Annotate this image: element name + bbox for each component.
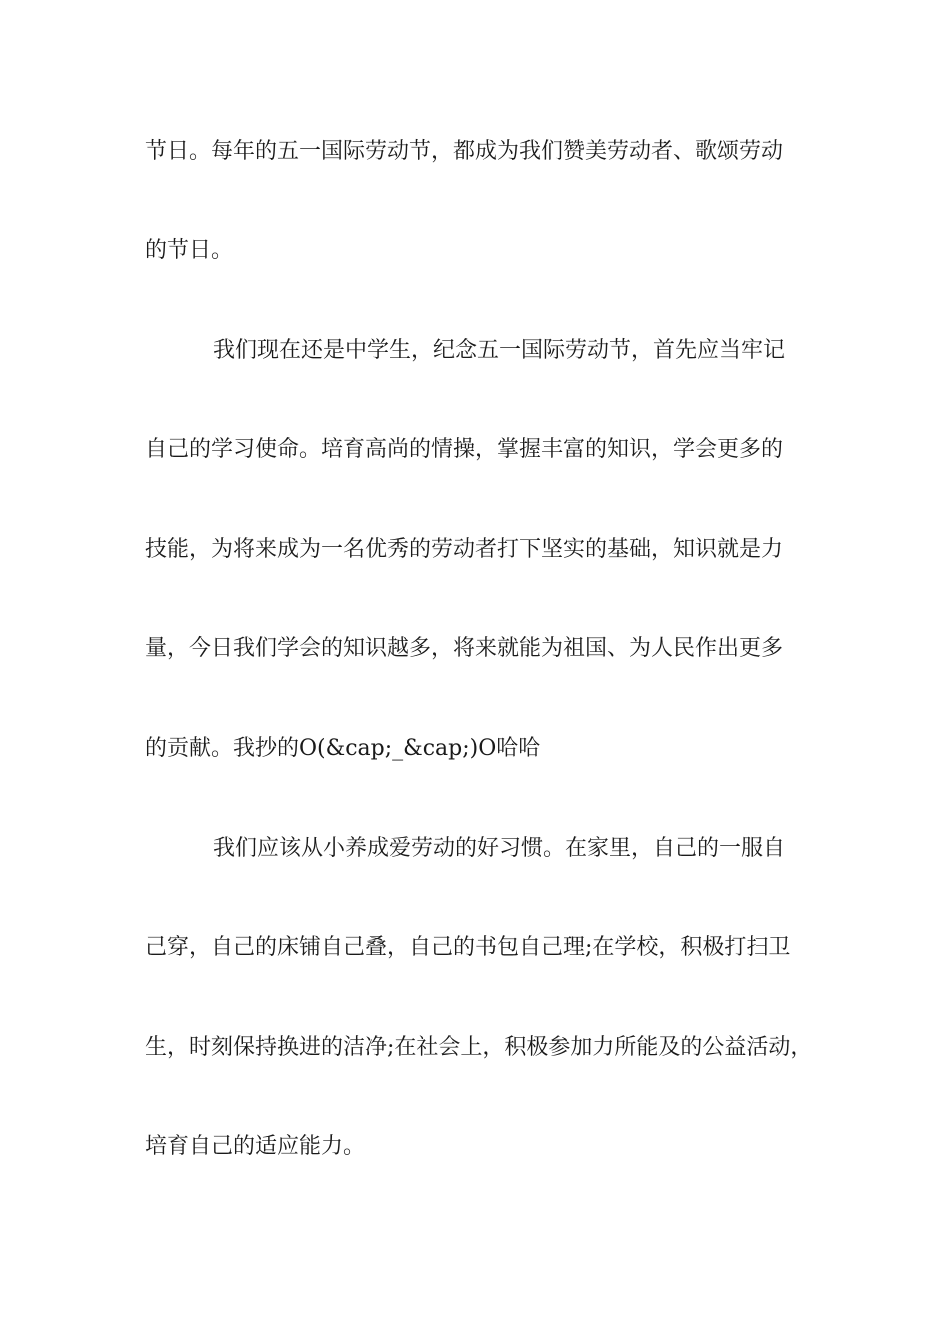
paragraph-line: 的节日。 (145, 238, 234, 263)
paragraph-line: 培育自己的适应能力。 (145, 1134, 366, 1159)
paragraph-line: 技能，为将来成为一名优秀的劳动者打下坚实的基础，知识就是力 (145, 537, 784, 562)
paragraph-line: 己穿，自己的床铺自己叠，自己的书包自己理;在学校，积极打扫卫 (145, 935, 791, 960)
paragraph-line: 节日。每年的五一国际劳动节，都成为我们赞美劳动者、歌颂劳动 (145, 139, 784, 164)
paragraph-line: 量，今日我们学会的知识越多，将来就能为祖国、为人民作出更多 (145, 636, 784, 661)
paragraph-line: 我们现在还是中学生，纪念五一国际劳动节，首先应当牢记 (213, 338, 786, 363)
paragraph-line: 生，时刻保持换进的洁净;在社会上，积极参加力所能及的公益活动， (145, 1035, 813, 1060)
paragraph-line: 自己的学习使命。培育高尚的情操，掌握丰富的知识，学会更多的 (145, 437, 784, 462)
paragraph-line: 我们应该从小养成爱劳动的好习惯。在家里，自己的一服自 (213, 836, 786, 861)
paragraph-line: 的贡献。我抄的O(&cap;_&cap;)O哈哈 (145, 736, 541, 761)
